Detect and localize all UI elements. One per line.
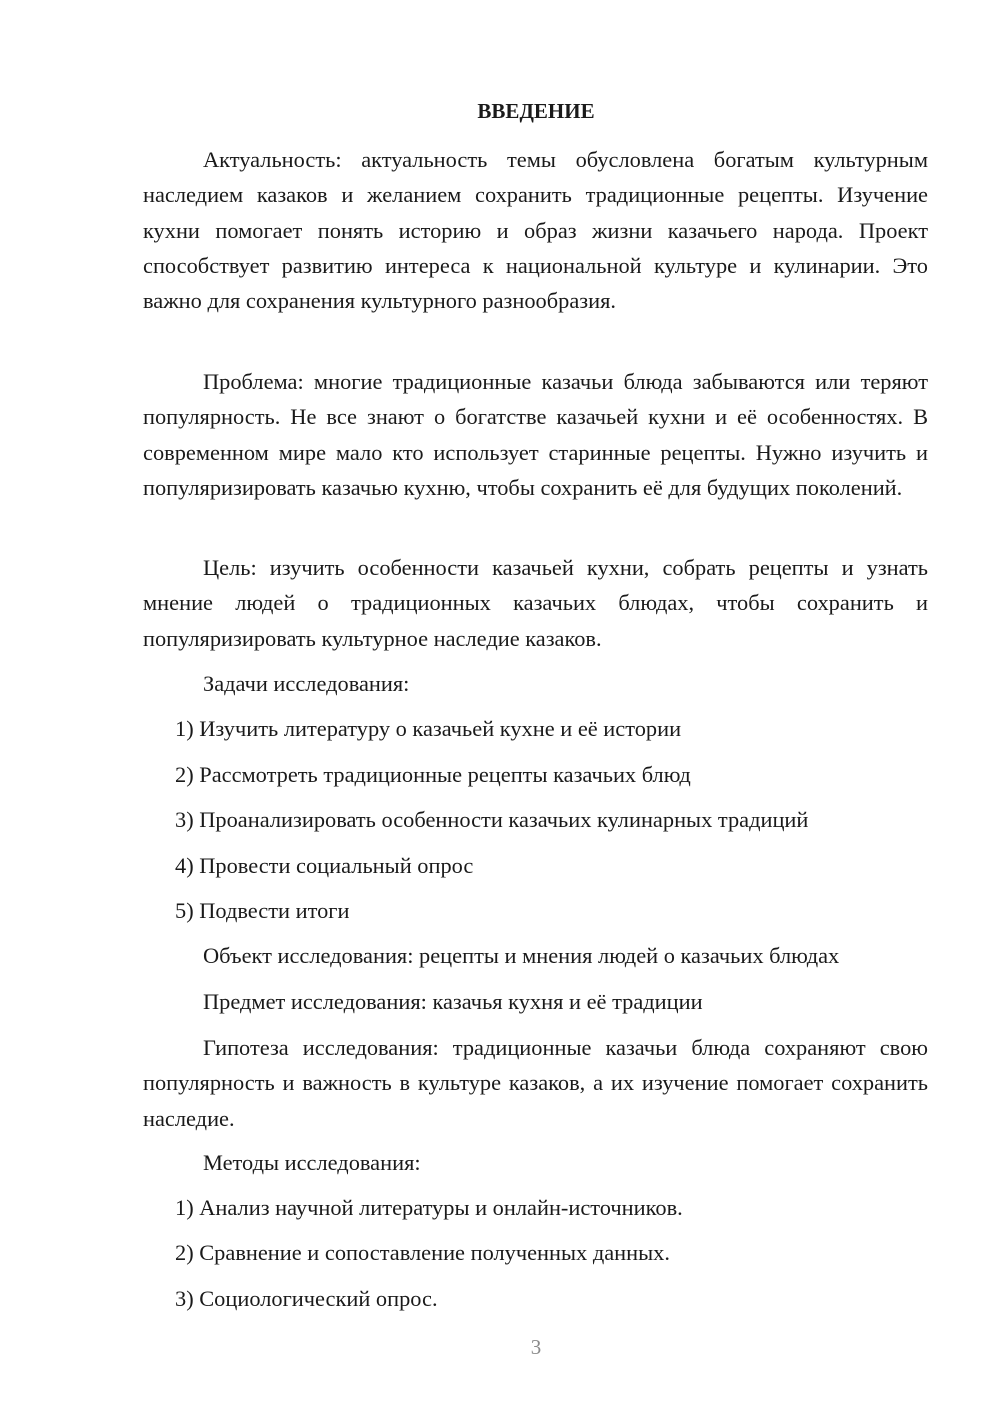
research-object: Объект исследования: рецепты и мнения людей о казачьих блюдах — [203, 943, 840, 968]
method-item: 1) Анализ научной литературы и онлайн-источников. — [175, 1195, 683, 1220]
relevance-paragraph: Актуальность: актуальность темы обусловлена богатым культурным наследием казаков и желанием сохранить традиционные рецепты. Изучение кухни помогает понять историю и образ жизни казачьего народа. Проект способствует развитию интереса к национальной культуре и кулинарии. Это важно для сохранения культурного разнообразия. — [143, 147, 928, 314]
task-item: 3) Проанализировать особенности казачьих кулинарных традиций — [175, 807, 809, 832]
research-subject: Предмет исследования: казачья кухня и её традиции — [203, 989, 703, 1014]
methods-title: Методы исследования: — [203, 1150, 421, 1175]
tasks-title: Задачи исследования: — [203, 671, 410, 696]
page-heading: ВВЕДЕНИЕ — [477, 99, 595, 123]
method-item: 3) Социологический опрос. — [175, 1286, 438, 1311]
task-item: 2) Рассмотреть традиционные рецепты казачьих блюд — [175, 762, 691, 787]
method-item: 2) Сравнение и сопоставление полученных данных. — [175, 1240, 670, 1265]
task-item: 1) Изучить литературу о казачьей кухне и её истории — [175, 716, 682, 741]
task-item: 4) Провести социальный опрос — [175, 853, 474, 878]
page-number: 3 — [530, 1335, 542, 1359]
goal-paragraph: Цель: изучить особенности казачьей кухни, собрать рецепты и узнать мнение людей о традиционных казачьих блюдах, чтобы сохранить и популяризировать культурное наследие казаков. — [143, 555, 928, 651]
hypothesis-paragraph: Гипотеза исследования: традиционные казачьи блюда сохраняют свою популярность и важность в культуре казаков, а их изучение помогает сохранить наследие. — [143, 1035, 928, 1131]
problem-paragraph: Проблема: многие традиционные казачьи блюда забываются или теряют популярность. Не все знают о богатстве казачьей кухни и её особенностях. В современном мире мало кто использует старинные рецепты. Нужно изучить и популяризировать казачью кухню, чтобы сохранить её для будущих поколений. — [143, 369, 928, 500]
task-item: 5) Подвести итоги — [175, 898, 350, 923]
